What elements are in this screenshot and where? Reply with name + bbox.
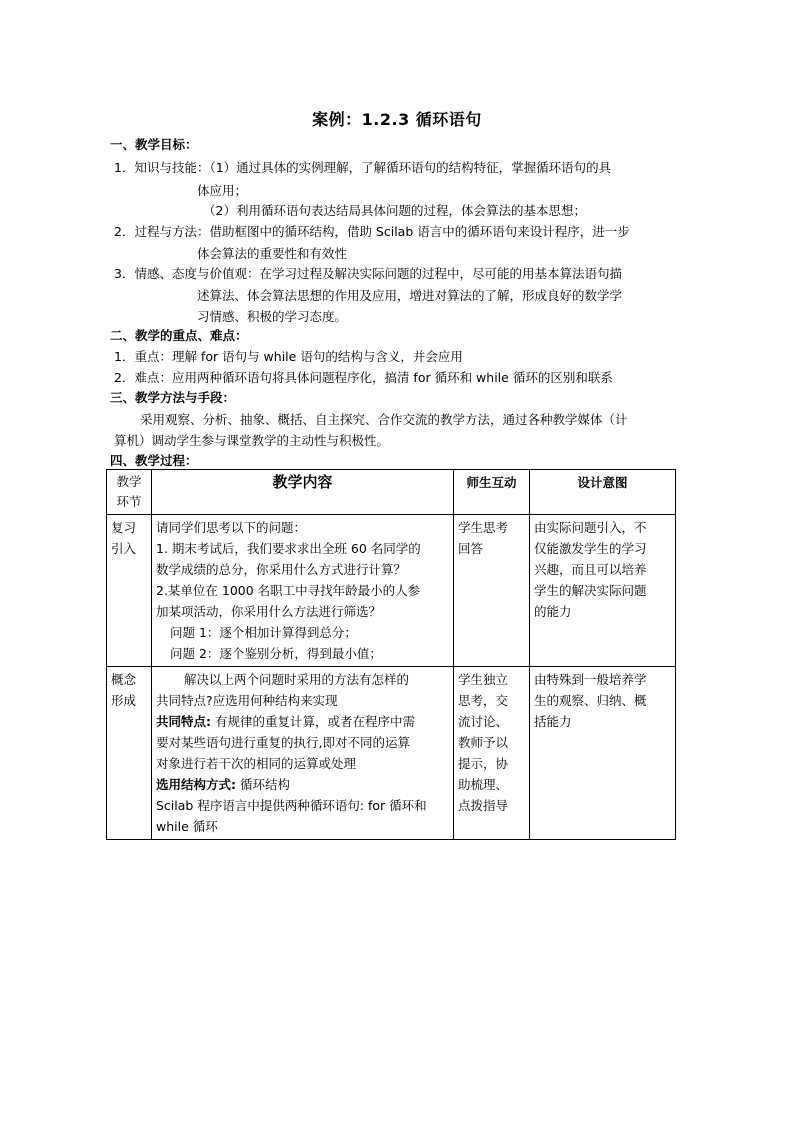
row-1-content [152,515,454,667]
row-2-interaction [454,667,530,840]
row-1-content-line: 问题 2：逐个鉴别分析，得到最小值； [170,646,382,661]
objective-1-line-2: 体应用； [197,183,248,198]
row-2-interaction-line: 流讨论、 [458,714,509,729]
row-1-intent-line: 的能力 [534,604,572,619]
objective-1-line-3: （2）利用循环语句表达结局具体问题的过程，体会算法的基本思想； [203,203,586,218]
objective-2-line-1: 2．过程与方法：借助框图中的循环结构，借助 Scilab 语言中的循环语句来设计程序，进一步 [114,224,630,239]
row-1-content-line: 数学成绩的总分，你采用什么方式进行计算？ [156,562,407,577]
row-2-intent-line: 由特殊到一般培养学 [534,672,647,687]
row-2-content-line: 对象进行若干次的相同的运算或处理 [156,756,357,771]
objective-3-line-2: 述算法、体会算法思想的作用及应用，增进对算法的了解，形成良好的数学学 [197,288,623,303]
row-1-intent-line: 仅能激发学生的学习 [534,541,647,556]
row-2-stage [107,667,152,840]
row-2-interaction-line: 点拨指导 [458,798,509,813]
row-2-content-line: 要对某些语句进行重复的执行,即对不同的运算 [156,735,410,750]
row-1-interaction-line: 回答 [458,541,484,556]
structure-choice-label: 选用结构方式: [156,777,236,792]
row-1-stage-line-1: 复习 [111,520,137,535]
row-1-interaction [454,515,530,667]
row-1-content-line: 1. 期末考试后，我们要求求出全班 60 名同学的 [156,541,421,556]
row-2-content-line: Scilab 程序语言中提供两种循环语句: for 循环和 [156,798,427,813]
common-feature-label: 共同特点: [156,714,211,729]
row-2-interaction-line: 学生独立 [458,672,509,687]
row-1-intent-line: 学生的解决实际问题 [534,583,647,598]
header-intent: 设计意图 [530,470,676,515]
row-2-interaction-line: 思考，交 [458,693,509,708]
common-feature-text: 有规律的重复计算，或者在程序中需 [211,714,415,729]
table-row [107,515,676,667]
row-2-interaction-line: 教师予以 [458,735,509,750]
methods-paragraph-line-1: 采用观察、分析、抽象、概括、自主探究、合作交流的教学方法，通过各种教学媒体（计 [140,412,628,427]
row-2-stage-line-1: 概念 [111,672,137,687]
methods-paragraph-line-2: 算机）调动学生参与课堂教学的主动性与积极性。 [114,433,390,448]
teaching-process-table [106,469,676,840]
row-1-content-line: 问题 1：逐个相加计算得到总分； [170,625,357,640]
row-2-content-line [156,711,449,732]
row-2-intent [530,667,676,840]
section-heading-objectives: 一、教学目标： [110,137,198,152]
row-1-content-line: 加某项活动，你采用什么方法进行筛选？ [156,604,382,619]
row-1-stage [107,515,152,667]
row-2-content-line: 共同特点?应选用何种结构来实现 [156,693,338,708]
row-2-content-line: 解决以上两个问题时采用的方法有怎样的 [184,672,410,687]
row-1-intent-line: 由实际问题引入，不 [534,520,647,535]
objective-3-line-3: 习情感、积极的学习态度。 [197,309,348,324]
section-heading-key-points: 二、教学的重点、难点： [110,328,248,343]
row-1-interaction-line: 学生思考 [458,520,509,535]
objective-1-line-1: 1．知识与技能：（1）通过具体的实例理解，了解循环语句的结构特征，掌握循环语句的具 [114,160,612,175]
difficulty-item: 2．难点：应用两种循环语句将具体问题程序化，搞清 for 循环和 while 循环的区别和联系 [114,370,613,385]
header-content: 教学内容 [152,470,454,515]
row-1-intent-line: 兴趣，而且可以培养 [534,562,647,577]
header-stage [107,470,152,515]
row-1-intent [530,515,676,667]
row-2-content [152,667,454,840]
row-2-interaction-line: 助梳理、 [458,777,509,792]
row-1-stage-line-2: 引入 [111,541,137,556]
document-title: 案例：1.2.3 循环语句 [312,110,482,129]
row-1-content-line: 2.某单位在 1000 名职工中寻找年龄最小的人参 [156,583,421,598]
header-stage-line-2: 环节 [116,494,142,509]
objective-3-line-1: 3．情感、态度与价值观：在学习过程及解决实际问题的过程中，尽可能的用基本算法语句描 [114,266,622,281]
row-2-intent-line: 生的观察、归纳、概 [534,693,647,708]
section-heading-process: 四、教学过程： [110,453,198,468]
header-stage-line-1: 教学 [116,474,142,489]
row-2-content-line [156,774,449,795]
key-point-item: 1．重点：理解 for 语句与 while 语句的结构与含义，并会应用 [114,349,463,364]
objective-2-line-2: 体会算法的重要性和有效性 [197,246,348,261]
table-header-row [107,470,676,515]
table-row [107,667,676,840]
row-2-interaction-line: 提示，协 [458,756,509,771]
structure-choice-text: 循环结构 [236,777,290,792]
header-interaction: 师生互动 [454,470,530,515]
section-heading-methods: 三、教学方法与手段： [110,390,236,405]
row-1-content-line: 请同学们思考以下的问题： [156,520,307,535]
row-2-content-line: while 循环 [156,819,218,834]
row-2-intent-line: 括能力 [534,714,572,729]
row-2-stage-line-2: 形成 [111,693,137,708]
